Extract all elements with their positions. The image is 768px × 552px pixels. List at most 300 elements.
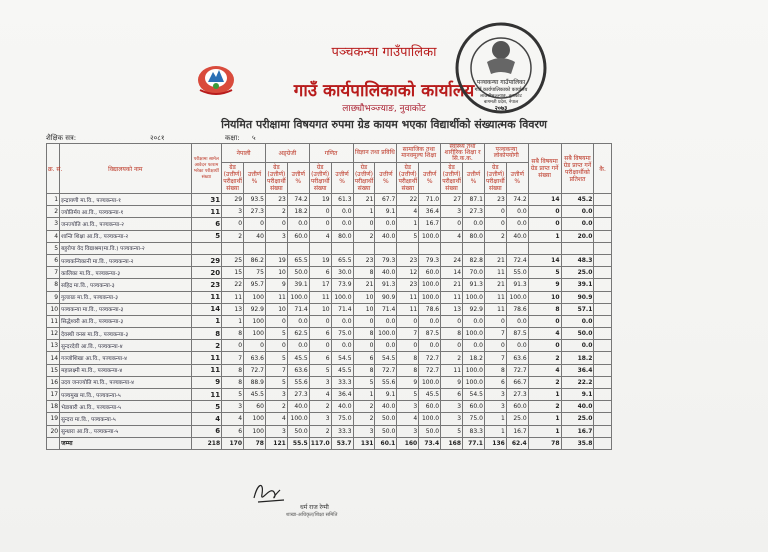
row-all-pass: 2	[528, 352, 561, 364]
row-sn: 4	[47, 230, 60, 242]
row-remarks	[594, 218, 612, 230]
row-school: देवस्थी वनस मा.वि., पञ्चकन्या-३	[60, 328, 191, 340]
total-cell: 131	[353, 437, 375, 449]
row-all-pass: 10	[528, 291, 561, 303]
row-cell	[375, 242, 397, 254]
row-remarks	[594, 364, 612, 376]
row-cell: 92.9	[463, 303, 485, 315]
row-cell: 0	[484, 218, 506, 230]
row-cell: 80.0	[463, 230, 485, 242]
row-enrolled	[191, 242, 222, 254]
row-cell: 0	[441, 340, 463, 352]
row-cell: 21	[484, 279, 506, 291]
total-cell: 78	[244, 437, 266, 449]
row-enrolled: 6	[191, 218, 222, 230]
row-cell: 54.5	[375, 352, 397, 364]
row-cell: 18.2	[463, 352, 485, 364]
row-cell: 3	[484, 401, 506, 413]
row-cell: 10	[353, 291, 375, 303]
row-cell: 0.0	[287, 315, 309, 327]
row-all-pass: 14	[528, 254, 561, 266]
header-health: स्वास्थ्य तथा शारीरिक शिक्षा र सि.क.क.	[441, 144, 485, 163]
row-cell: 25	[222, 254, 244, 266]
row-cell: 33.3	[331, 425, 353, 437]
header-remarks: कै.	[594, 144, 612, 194]
row-cell: 24	[441, 254, 463, 266]
row-sn: 20	[47, 425, 60, 437]
row-remarks	[594, 401, 612, 413]
row-cell: 7	[484, 328, 506, 340]
row-all-pass-pct: 39.1	[561, 279, 594, 291]
row-cell: 4	[397, 413, 419, 425]
total-cell: 77.1	[463, 437, 485, 449]
row-cell: 87.5	[419, 328, 441, 340]
row-cell: 10	[309, 303, 331, 315]
row-cell: 78.6	[419, 303, 441, 315]
year-label: शैक्षिक सत्र:	[46, 134, 77, 142]
subheader-pct: उत्तीर्ण %	[244, 163, 266, 194]
row-enrolled: 6	[191, 425, 222, 437]
row-cell: 40.0	[375, 401, 397, 413]
row-cell: 6	[309, 267, 331, 279]
row-cell: 23	[397, 254, 419, 266]
header-math: गणित	[309, 144, 353, 163]
row-cell: 70.0	[463, 267, 485, 279]
row-cell: 1	[484, 425, 506, 437]
row-cell: 8	[353, 364, 375, 376]
row-enrolled: 31	[191, 194, 222, 206]
row-cell: 10	[265, 267, 287, 279]
row-school: सहिद्र मा.वि., पञ्चकन्या-३	[60, 279, 191, 291]
row-sn: 17	[47, 389, 60, 401]
row-school: गुल्ङाङ मा.वि., पञ्चकन्या-३	[60, 291, 191, 303]
row-cell: 86.2	[244, 254, 266, 266]
table-row	[47, 364, 612, 376]
row-cell: 0.0	[287, 218, 309, 230]
table-row	[47, 376, 612, 388]
row-cell: 91.3	[375, 279, 397, 291]
row-cell: 0.0	[506, 206, 528, 218]
row-cell: 72.7	[419, 352, 441, 364]
subheader-count: ग्रेड (उत्तीर्ण) परीक्षार्थी संख्या	[442, 164, 461, 192]
row-remarks	[594, 303, 612, 315]
row-school: सुन्दरा मा.वि., पञ्चकन्या-५	[60, 413, 191, 425]
row-cell: 3	[222, 401, 244, 413]
row-cell: 71.4	[331, 303, 353, 315]
total-cell: 73.4	[419, 437, 441, 449]
total-cell: 160	[397, 437, 419, 449]
row-cell: 11	[397, 291, 419, 303]
row-cell: 5	[265, 352, 287, 364]
row-remarks	[594, 315, 612, 327]
row-cell: 75	[244, 267, 266, 279]
row-cell: 90.9	[375, 291, 397, 303]
row-all-pass: 1	[528, 230, 561, 242]
row-cell: 100.0	[463, 376, 485, 388]
office-name: गाउँ कार्यपालिकाको कार्यालय	[293, 81, 475, 101]
row-school: बहुरोपा वेद विद्याश्रम(मा.वि.) पञ्चकन्या-२	[60, 242, 191, 254]
row-cell: 0.0	[375, 315, 397, 327]
row-cell: 21	[353, 194, 375, 206]
row-all-pass-pct: 22.2	[561, 376, 594, 388]
row-cell: 1	[222, 315, 244, 327]
table-row	[47, 279, 612, 291]
row-cell: 72.4	[506, 254, 528, 266]
row-cell: 9	[441, 376, 463, 388]
row-cell: 1	[353, 389, 375, 401]
row-enrolled: 9	[191, 376, 222, 388]
row-enrolled: 11	[191, 291, 222, 303]
row-cell	[287, 242, 309, 254]
row-cell: 54.5	[463, 389, 485, 401]
row-cell: 100	[244, 413, 266, 425]
row-cell: 0	[484, 340, 506, 352]
row-cell: 4	[397, 206, 419, 218]
row-cell: 0.0	[419, 340, 441, 352]
row-cell: 55.6	[375, 376, 397, 388]
row-cell: 13	[222, 303, 244, 315]
row-school: सुन्धारा आ.वि., पञ्चकन्या-५	[60, 425, 191, 437]
row-school: शान्ति शिक्षा आ.वि., पञ्चकन्या-२	[60, 230, 191, 242]
row-cell: 19	[309, 194, 331, 206]
row-cell: 5	[397, 230, 419, 242]
header-social: सामाजिक तथा मानवमूल्य शिक्षा	[397, 144, 441, 163]
row-cell: 8	[222, 328, 244, 340]
row-cell: 16.7	[419, 218, 441, 230]
header-enrolled: परीक्षामा सामेल आवेदन फाराम भरेका परीक्षार्थी संख्या	[191, 144, 222, 194]
row-enrolled: 5	[191, 401, 222, 413]
row-cell: 11	[309, 291, 331, 303]
row-cell: 23	[484, 194, 506, 206]
row-cell: 61.3	[331, 194, 353, 206]
row-cell: 0	[309, 315, 331, 327]
row-cell: 63.6	[244, 352, 266, 364]
row-school: जनज्योति आ.वि., पञ्चकन्या-२	[60, 218, 191, 230]
row-all-pass-pct: 0.0	[561, 315, 594, 327]
row-remarks	[594, 340, 612, 352]
row-cell: 72.7	[244, 364, 266, 376]
row-sn: 18	[47, 401, 60, 413]
row-cell: 72.7	[506, 364, 528, 376]
row-cell: 27	[441, 194, 463, 206]
row-cell: 50.0	[375, 413, 397, 425]
row-cell: 6	[309, 328, 331, 340]
row-remarks	[594, 254, 612, 266]
row-cell: 60	[244, 401, 266, 413]
row-all-pass: 2	[528, 376, 561, 388]
row-school: सिद्धेश्वरी आ.वि., पञ्चकन्या-३	[60, 315, 191, 327]
row-cell	[309, 242, 331, 254]
row-cell	[265, 242, 287, 254]
stamp-line1: पञ्चकन्या गाउँपालिका	[476, 79, 526, 86]
subheader-count: ग्रेड (उत्तीर्ण) परीक्षार्थी संख्या	[354, 164, 374, 192]
row-all-pass-pct: 0.0	[561, 206, 594, 218]
row-cell: 78.6	[506, 303, 528, 315]
row-remarks	[594, 352, 612, 364]
table-row	[47, 401, 612, 413]
row-cell: 0.0	[506, 315, 528, 327]
row-cell	[244, 242, 266, 254]
class-label: कक्षा:	[225, 134, 240, 142]
row-cell: 11	[222, 291, 244, 303]
row-school: पञ्चकन्यिकानी मा.वि., पञ्चकन्या-२	[60, 254, 191, 266]
row-enrolled: 11	[191, 352, 222, 364]
header-english: अङ्ग्रेजी	[265, 144, 309, 163]
row-school: पञ्चकन्या मा.वि., पञ्चकन्या-३	[60, 303, 191, 315]
row-cell: 82.8	[463, 254, 485, 266]
office-stamp	[453, 20, 549, 116]
row-all-pass-pct: 0.0	[561, 218, 594, 230]
table-row	[47, 218, 612, 230]
row-cell: 22	[397, 194, 419, 206]
row-cell: 100.0	[463, 291, 485, 303]
row-cell: 40.0	[506, 230, 528, 242]
signatory-name: धर्म राज रेग्मी	[300, 504, 329, 511]
row-cell: 55.6	[287, 376, 309, 388]
row-cell: 0.0	[463, 340, 485, 352]
row-cell: 3	[309, 413, 331, 425]
row-enrolled: 29	[191, 254, 222, 266]
row-cell: 40.0	[375, 267, 397, 279]
table-row	[47, 303, 612, 315]
row-cell: 74.2	[287, 194, 309, 206]
row-all-pass: 1	[528, 413, 561, 425]
row-all-pass: 4	[528, 364, 561, 376]
row-cell: 2	[265, 206, 287, 218]
row-cell: 0.0	[331, 315, 353, 327]
row-cell: 0.0	[287, 340, 309, 352]
row-cell: 60.0	[419, 401, 441, 413]
row-cell: 19	[265, 254, 287, 266]
row-cell: 63.6	[506, 352, 528, 364]
row-cell: 27.3	[287, 389, 309, 401]
total-cell: 136	[484, 437, 506, 449]
results-table	[46, 143, 612, 450]
row-cell: 5	[397, 389, 419, 401]
total-label: जम्मा	[60, 437, 191, 449]
row-cell: 3	[265, 389, 287, 401]
row-cell: 11	[265, 291, 287, 303]
row-cell: 74.2	[506, 194, 528, 206]
row-cell: 100.0	[419, 376, 441, 388]
row-cell: 7	[397, 328, 419, 340]
row-remarks	[594, 328, 612, 340]
row-sn: 15	[47, 364, 60, 376]
row-cell: 5	[265, 376, 287, 388]
row-cell: 63.6	[287, 364, 309, 376]
row-cell: 55.0	[506, 267, 528, 279]
row-cell: 3	[441, 413, 463, 425]
table-row	[47, 315, 612, 327]
row-cell: 50.0	[419, 425, 441, 437]
row-cell: 100.0	[463, 328, 485, 340]
row-cell: 0	[244, 340, 266, 352]
row-cell: 2	[309, 401, 331, 413]
row-cell: 11	[484, 267, 506, 279]
row-cell: 11	[441, 364, 463, 376]
row-all-pass-pct: 57.1	[561, 303, 594, 315]
row-cell: 4	[309, 389, 331, 401]
row-remarks	[594, 291, 612, 303]
row-cell: 3	[441, 401, 463, 413]
row-cell: 62.5	[287, 328, 309, 340]
row-cell: 0.0	[375, 218, 397, 230]
row-cell: 30.0	[331, 267, 353, 279]
row-all-pass-pct: 0.0	[561, 340, 594, 352]
row-cell: 0.0	[506, 218, 528, 230]
row-all-pass-pct: 20.0	[561, 230, 594, 242]
row-cell: 3	[222, 206, 244, 218]
total-cell: 170	[222, 437, 244, 449]
row-cell: 3	[484, 389, 506, 401]
row-cell: 87.5	[506, 328, 528, 340]
row-cell: 100	[244, 315, 266, 327]
row-all-pass: 14	[528, 194, 561, 206]
row-cell: 16.7	[506, 425, 528, 437]
row-cell: 100.0	[287, 291, 309, 303]
signatory-position: शाखा-अधिकृत/शिक्षा समिति	[286, 512, 338, 518]
row-cell: 39.1	[287, 279, 309, 291]
subheader-pct: उत्तीर्ण %	[506, 163, 528, 194]
subheader-count: ग्रेड (उत्तीर्ण) परीक्षार्थी संख्या	[486, 164, 505, 192]
row-cell: 7	[265, 364, 287, 376]
row-cell: 0.0	[419, 315, 441, 327]
subheader-pct: उत्तीर्ण %	[419, 163, 441, 194]
row-cell: 100.0	[419, 413, 441, 425]
row-cell: 18.2	[287, 206, 309, 218]
row-cell: 1	[397, 218, 419, 230]
row-cell: 10	[353, 303, 375, 315]
total-cell: 55.5	[287, 437, 309, 449]
row-cell: 29	[222, 194, 244, 206]
row-all-pass-pct	[561, 242, 594, 254]
row-cell: 8	[353, 267, 375, 279]
document-title: नियमित परीक्षामा विषयगत रुपमा ग्रेड कायम भएका विद्यार्थीको संख्यात्मक विवरण	[221, 118, 547, 131]
row-enrolled: 11	[191, 364, 222, 376]
row-all-pass: 1	[528, 425, 561, 437]
subheader-pct: उत्तीर्ण %	[375, 163, 397, 194]
header-science: विज्ञान तथा प्रविधि	[353, 144, 397, 163]
row-cell: 0	[353, 218, 375, 230]
row-remarks	[594, 267, 612, 279]
row-school: गञ्जोशिखा आ.वि., पञ्चकन्या-४	[60, 352, 191, 364]
total-cell: 121	[265, 437, 287, 449]
row-cell: 2	[484, 230, 506, 242]
row-enrolled: 11	[191, 389, 222, 401]
row-all-pass-pct: 40.0	[561, 401, 594, 413]
row-cell: 67.7	[375, 194, 397, 206]
row-cell: 100.0	[419, 279, 441, 291]
row-cell: 3	[265, 230, 287, 242]
row-cell: 5	[309, 364, 331, 376]
row-all-pass-pct: 50.0	[561, 328, 594, 340]
row-cell: 0	[484, 206, 506, 218]
row-cell	[441, 242, 463, 254]
row-cell: 0	[353, 315, 375, 327]
row-cell: 40.0	[331, 401, 353, 413]
row-cell: 54.5	[331, 352, 353, 364]
total-cell: 117.0	[309, 437, 331, 449]
row-cell: 4	[222, 413, 244, 425]
table-row	[47, 206, 612, 218]
row-cell: 79.3	[419, 254, 441, 266]
row-all-pass: 0	[528, 315, 561, 327]
row-cell: 7	[484, 352, 506, 364]
row-cell: 2	[265, 401, 287, 413]
row-cell	[419, 242, 441, 254]
row-cell: 0	[222, 340, 244, 352]
row-cell: 60.0	[463, 401, 485, 413]
row-cell: 0	[441, 218, 463, 230]
row-cell: 92.9	[244, 303, 266, 315]
row-cell: 75.0	[331, 328, 353, 340]
row-sn: 8	[47, 279, 60, 291]
row-cell: 4	[309, 230, 331, 242]
row-enrolled: 2	[191, 340, 222, 352]
row-cell: 95.7	[244, 279, 266, 291]
row-cell: 5	[441, 425, 463, 437]
row-cell: 50.0	[375, 425, 397, 437]
stamp-year: २०७३	[494, 105, 508, 112]
row-cell: 0	[265, 315, 287, 327]
subheader-count: ग्रेड (उत्तीर्ण) परीक्षार्थी संख्या	[310, 164, 330, 192]
row-all-pass-pct: 9.1	[561, 389, 594, 401]
row-cell	[353, 242, 375, 254]
row-cell: 72.7	[419, 364, 441, 376]
row-cell: 4	[265, 413, 287, 425]
row-remarks	[594, 389, 612, 401]
row-school: इन्द्रायणी मा.वि., पञ्चकन्या-१	[60, 194, 191, 206]
row-cell: 100.0	[463, 364, 485, 376]
row-remarks	[594, 230, 612, 242]
row-cell: 6	[353, 352, 375, 364]
row-cell: 5	[353, 376, 375, 388]
header-sn: क्र. सं.	[47, 144, 60, 194]
table-row	[47, 254, 612, 266]
row-cell: 11	[484, 303, 506, 315]
row-cell: 0	[309, 218, 331, 230]
row-cell: 0.0	[463, 218, 485, 230]
row-cell: 1	[484, 413, 506, 425]
row-cell	[397, 242, 419, 254]
row-school: कालिका मा.वि., पञ्चकन्या-३	[60, 267, 191, 279]
row-all-pass-pct: 45.2	[561, 194, 594, 206]
row-cell: 0	[265, 218, 287, 230]
row-cell: 100.0	[375, 328, 397, 340]
total-cell: 60.1	[375, 437, 397, 449]
class-value: ५	[252, 134, 256, 142]
row-cell: 8	[484, 364, 506, 376]
row-cell: 100.0	[506, 291, 528, 303]
row-cell: 45.5	[331, 364, 353, 376]
row-sn: 19	[47, 413, 60, 425]
row-cell: 75.0	[331, 413, 353, 425]
row-cell: 91.3	[506, 279, 528, 291]
row-all-pass: 0	[528, 206, 561, 218]
table-row	[47, 352, 612, 364]
row-cell: 17	[309, 279, 331, 291]
row-cell: 65.5	[287, 254, 309, 266]
row-cell: 3	[397, 401, 419, 413]
row-cell: 0	[397, 340, 419, 352]
total-all-pass: 78	[528, 437, 561, 449]
row-cell: 11	[484, 291, 506, 303]
row-cell: 0	[309, 340, 331, 352]
total-cell: 168	[441, 437, 463, 449]
row-cell: 3	[309, 376, 331, 388]
row-sn: 1	[47, 194, 60, 206]
row-enrolled: 14	[191, 303, 222, 315]
